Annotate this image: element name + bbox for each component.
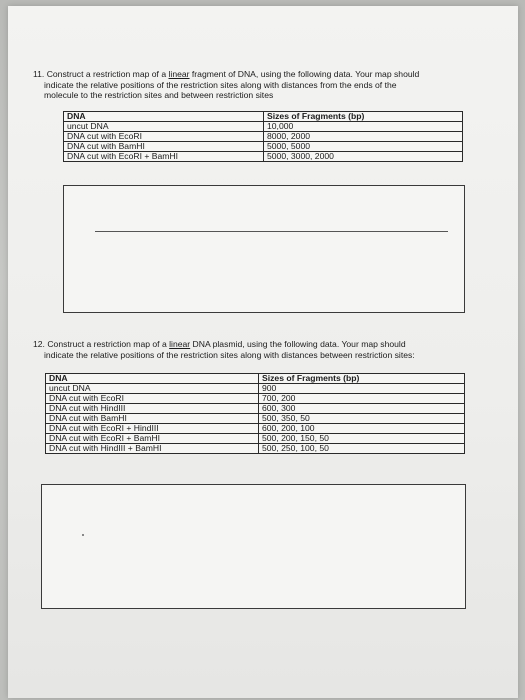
sizes-cell: 8000, 2000	[264, 132, 463, 142]
dna-cell: DNA cut with EcoRI + BamHI	[46, 434, 259, 444]
dna-cell: DNA cut with HindIII + BamHI	[46, 444, 259, 454]
table-row	[46, 404, 465, 414]
dna-cell: DNA cut with EcoRI + BamHI	[64, 152, 264, 162]
table-row	[46, 424, 465, 434]
dna-cell: uncut DNA	[64, 122, 264, 132]
sizes-cell: 700, 200	[259, 394, 465, 404]
sizes-cell: 900	[259, 384, 465, 394]
table-header-row	[64, 112, 463, 122]
dna-cell: DNA cut with BamHI	[46, 414, 259, 424]
question-11	[33, 69, 493, 101]
q12-answer-box[interactable]	[41, 484, 466, 609]
sizes-cell: 5000, 3000, 2000	[264, 152, 463, 162]
table-row	[46, 444, 465, 454]
question-12-line-1: 12. Construct a restriction map of a linear DNA plasmid, using the following data. Your map should	[33, 339, 406, 349]
pencil-mark	[82, 534, 84, 536]
sizes-cell: 500, 200, 150, 50	[259, 434, 465, 444]
sizes-cell: 5000, 5000	[264, 142, 463, 152]
table-row	[64, 142, 463, 152]
q11-answer-box[interactable]	[63, 185, 465, 313]
sizes-cell: 10,000	[264, 122, 463, 132]
sizes-cell: 600, 300	[259, 404, 465, 414]
dna-cell: DNA cut with EcoRI + HindIII	[46, 424, 259, 434]
linear-underlined: linear	[168, 69, 190, 79]
linear-underlined: linear	[169, 339, 191, 349]
q12-data-table	[45, 373, 465, 454]
dna-cell: DNA cut with EcoRI	[46, 394, 259, 404]
table-row	[46, 384, 465, 394]
sizes-cell: 600, 200, 100	[259, 424, 465, 434]
sizes-cell: 500, 250, 100, 50	[259, 444, 465, 454]
header-dna: DNA	[64, 112, 264, 122]
header-sizes: Sizes of Fragments (bp)	[259, 374, 465, 384]
table-row	[46, 394, 465, 404]
dna-cell: uncut DNA	[46, 384, 259, 394]
table-row	[64, 152, 463, 162]
q11-data-table	[63, 111, 463, 162]
question-11-line-2: indicate the relative positions of the restriction sites along with distances from the ends of the	[44, 79, 397, 90]
dna-cell: DNA cut with EcoRI	[64, 132, 264, 142]
question-12	[33, 339, 503, 360]
dna-cell: DNA cut with HindIII	[46, 404, 259, 414]
question-11-line-3: molecule to the restriction sites and between restriction sites	[44, 90, 274, 100]
question-12-line-2: indicate the relative positions of the restriction sites along with distances between restriction sites:	[44, 349, 415, 360]
header-dna: DNA	[46, 374, 259, 384]
dna-cell: DNA cut with BamHI	[64, 142, 264, 152]
question-11-line-1: 11. Construct a restriction map of a linear fragment of DNA, using the following data. Your map should	[33, 69, 420, 79]
table-row	[64, 122, 463, 132]
table-row	[46, 434, 465, 444]
sizes-cell: 500, 350, 50	[259, 414, 465, 424]
q11-drawing-line	[95, 231, 448, 232]
table-row	[64, 132, 463, 142]
table-header-row	[46, 374, 465, 384]
table-row	[46, 414, 465, 424]
header-sizes: Sizes of Fragments (bp)	[264, 112, 463, 122]
